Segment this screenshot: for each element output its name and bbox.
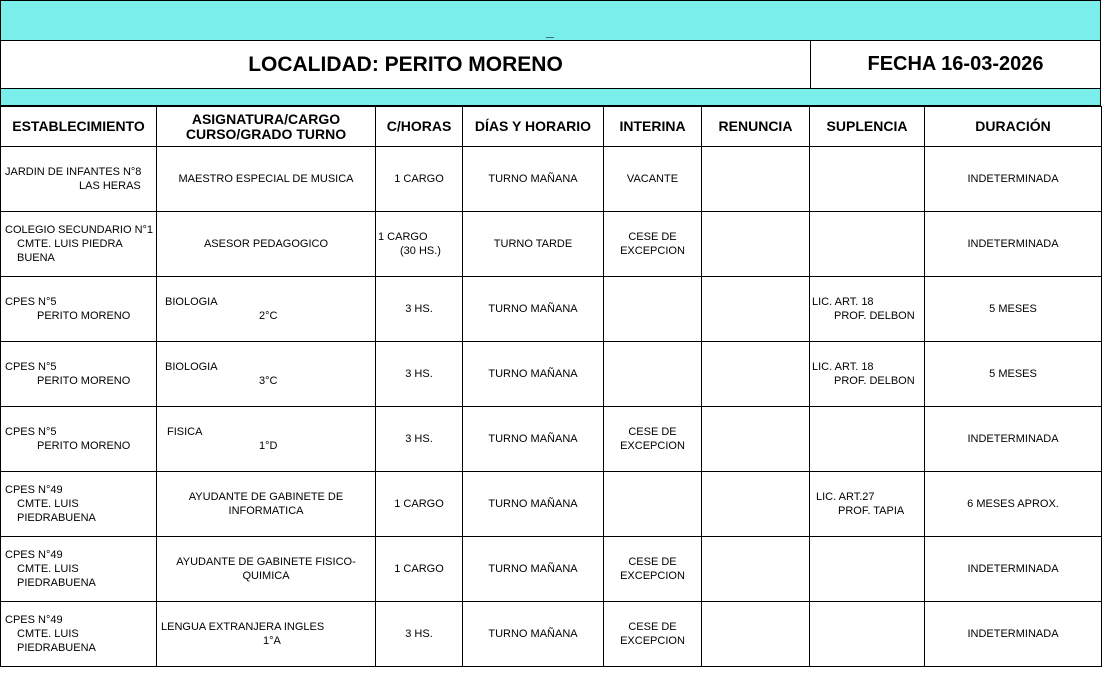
- cell-interina: [604, 277, 702, 342]
- interina-line1: CESE DE: [628, 426, 677, 438]
- duracion-text: INDETERMINADA: [967, 173, 1059, 185]
- separator-band: [0, 89, 1101, 106]
- cell-duracion: [925, 212, 1102, 277]
- establecimiento-name: CPES N°5: [5, 361, 57, 373]
- asignatura-course: 2°C: [259, 310, 278, 322]
- cell-interina: [604, 147, 702, 212]
- cell-establecimiento: [1, 407, 157, 472]
- cell-renuncia: [702, 342, 810, 407]
- duracion-text: 6 MESES APROX.: [967, 498, 1059, 510]
- asignatura-text: ASESOR PEDAGOGICO: [203, 238, 329, 250]
- cell-choras: [376, 407, 463, 472]
- establecimiento-place: CMTE. LUIS PIEDRABUENA: [17, 628, 96, 654]
- table-row: [1, 537, 1102, 602]
- table-row: [1, 277, 1102, 342]
- duracion-text: INDETERMINADA: [967, 563, 1059, 575]
- cell-establecimiento: [1, 147, 157, 212]
- table-row: [1, 147, 1102, 212]
- table-row: [1, 602, 1102, 667]
- duracion-text: INDETERMINADA: [967, 238, 1059, 250]
- establecimiento-name: COLEGIO SECUNDARIO N°1: [5, 224, 154, 236]
- establecimiento-place: PERITO MORENO: [37, 310, 131, 322]
- table-row: [1, 342, 1102, 407]
- cell-choras: [376, 277, 463, 342]
- dias-text: TURNO MAÑANA: [488, 433, 578, 445]
- cell-choras: [376, 537, 463, 602]
- asignatura-text: LENGUA EXTRANJERA INGLES: [161, 621, 325, 633]
- table-row: [1, 472, 1102, 537]
- col-asignatura: [157, 107, 376, 147]
- cell-asignatura: [157, 212, 376, 277]
- cell-suplencia: [810, 472, 925, 537]
- establecimiento-name: JARDIN DE INFANTES N°8: [5, 166, 142, 178]
- asignatura-text: AYUDANTE DE GABINETE DE INFORMATICA: [188, 491, 344, 517]
- cell-suplencia: [810, 147, 925, 212]
- establecimiento-place: CMTE. LUIS PIEDRA BUENA: [17, 238, 123, 264]
- suplencia-line1: LIC. ART. 18: [812, 361, 874, 373]
- cell-choras: [376, 212, 463, 277]
- interina-line1: CESE DE: [628, 621, 677, 633]
- title-row: [0, 41, 1101, 89]
- cell-asignatura: [157, 537, 376, 602]
- asignatura-course: 3°C: [259, 375, 278, 387]
- cell-suplencia: [810, 277, 925, 342]
- col-choras: C/HORAS: [376, 107, 463, 147]
- cell-dias: [463, 342, 604, 407]
- duracion-text: 5 MESES: [989, 368, 1037, 380]
- cell-asignatura: [157, 147, 376, 212]
- col-duracion: DURACIÓN: [925, 107, 1102, 147]
- choras-text: 1 CARGO: [394, 563, 444, 575]
- dias-text: TURNO MAÑANA: [488, 563, 578, 575]
- establecimiento-name: CPES N°49: [5, 484, 63, 496]
- cell-renuncia: [702, 277, 810, 342]
- fecha-title: FECHA 16-03-2026: [867, 53, 1044, 75]
- cell-establecimiento: [1, 472, 157, 537]
- cell-interina: [604, 472, 702, 537]
- table-row: [1, 212, 1102, 277]
- col-asignatura-line1: ASIGNATURA/CARGO: [191, 110, 341, 127]
- asignatura-course: 1°A: [263, 635, 281, 647]
- cell-duracion: [925, 602, 1102, 667]
- cell-dias: [463, 212, 604, 277]
- choras-text: 1 CARGO: [394, 173, 444, 185]
- cell-interina: [604, 602, 702, 667]
- col-interina: INTERINA: [604, 107, 702, 147]
- establecimiento-place: PERITO MORENO: [37, 375, 131, 387]
- cell-renuncia: [702, 407, 810, 472]
- suplencia-line2: PROF. TAPIA: [838, 505, 905, 517]
- header-row: [1, 107, 1102, 147]
- choras-text: 3 HS.: [405, 433, 433, 445]
- dias-text: TURNO MAÑANA: [488, 498, 578, 510]
- cell-dias: [463, 147, 604, 212]
- cell-interina: [604, 407, 702, 472]
- asignatura-course: 1°D: [259, 440, 278, 452]
- asignatura-text: AYUDANTE DE GABINETE FISICO- QUIMICA: [176, 556, 356, 582]
- dias-text: TURNO MAÑANA: [488, 303, 578, 315]
- asignatura-text: BIOLOGIA: [165, 361, 218, 373]
- choras-text: 1 CARGO: [394, 498, 444, 510]
- dias-text: TURNO MAÑANA: [488, 368, 578, 380]
- cell-dias: [463, 407, 604, 472]
- dias-text: TURNO TARDE: [493, 238, 573, 250]
- choras-text: 1 CARGO: [378, 231, 428, 243]
- duracion-text: INDETERMINADA: [967, 433, 1059, 445]
- establecimiento-place: PERITO MORENO: [37, 440, 131, 452]
- cell-establecimiento: [1, 537, 157, 602]
- cell-duracion: [925, 472, 1102, 537]
- suplencia-line1: LIC. ART.27: [816, 491, 875, 503]
- suplencia-line2: PROF. DELBON: [834, 310, 915, 322]
- cell-duracion: [925, 407, 1102, 472]
- cell-establecimiento: [1, 212, 157, 277]
- cell-renuncia: [702, 537, 810, 602]
- cell-asignatura: [157, 277, 376, 342]
- cell-renuncia: [702, 147, 810, 212]
- cell-choras: [376, 472, 463, 537]
- cell-duracion: [925, 147, 1102, 212]
- duracion-text: 5 MESES: [989, 303, 1037, 315]
- cell-suplencia: [810, 212, 925, 277]
- dias-text: TURNO MAÑANA: [488, 628, 578, 640]
- cell-dias: [463, 537, 604, 602]
- cell-suplencia: [810, 342, 925, 407]
- cell-renuncia: [702, 602, 810, 667]
- col-dias: DÍAS Y HORARIO: [463, 107, 604, 147]
- establecimiento-name: CPES N°5: [5, 296, 57, 308]
- duracion-text: INDETERMINADA: [967, 628, 1059, 640]
- cell-asignatura: [157, 407, 376, 472]
- cell-establecimiento: [1, 602, 157, 667]
- col-suplencia: SUPLENCIA: [810, 107, 925, 147]
- establecimiento-name: CPES N°49: [5, 614, 63, 626]
- cell-suplencia: [810, 407, 925, 472]
- cell-duracion: [925, 342, 1102, 407]
- cell-duracion: [925, 537, 1102, 602]
- cell-renuncia: [702, 472, 810, 537]
- interina-line2: EXCEPCION: [620, 570, 685, 582]
- vacancies-table: [0, 106, 1102, 667]
- dias-text: TURNO MAÑANA: [488, 173, 578, 185]
- top-banner: [0, 0, 1101, 41]
- interina-line1: CESE DE: [628, 231, 677, 243]
- asignatura-text: MAESTRO ESPECIAL DE MUSICA: [178, 173, 354, 185]
- col-establecimiento: ESTABLECIMIENTO: [1, 107, 157, 147]
- cell-establecimiento: [1, 277, 157, 342]
- interina-line1: CESE DE: [628, 556, 677, 568]
- cell-duracion: [925, 277, 1102, 342]
- table-row: [1, 407, 1102, 472]
- cell-asignatura: [157, 342, 376, 407]
- cell-establecimiento: [1, 342, 157, 407]
- choras-text: 3 HS.: [405, 628, 433, 640]
- localidad-title: LOCALIDAD: PERITO MORENO: [1, 41, 811, 88]
- establecimiento-place: CMTE. LUIS PIEDRABUENA: [17, 563, 96, 589]
- interina-line2: EXCEPCION: [620, 245, 685, 257]
- choras-detail: (30 HS.): [400, 245, 441, 257]
- cell-dias: [463, 602, 604, 667]
- cell-interina: [604, 537, 702, 602]
- choras-text: 3 HS.: [405, 368, 433, 380]
- interina-line1: VACANTE: [626, 173, 679, 185]
- cell-interina: [604, 212, 702, 277]
- cell-choras: [376, 147, 463, 212]
- establecimiento-name: CPES N°5: [5, 426, 57, 438]
- col-renuncia: RENUNCIA: [702, 107, 810, 147]
- cell-dias: [463, 277, 604, 342]
- choras-text: 3 HS.: [405, 303, 433, 315]
- suplencia-line2: PROF. DELBON: [834, 375, 915, 387]
- top-mark: _: [546, 23, 554, 39]
- interina-line2: EXCEPCION: [620, 635, 685, 647]
- cell-asignatura: [157, 602, 376, 667]
- establecimiento-place: LAS HERAS: [79, 180, 141, 192]
- col-asignatura-line2: CURSO/GRADO TURNO: [185, 125, 347, 142]
- cell-dias: [463, 472, 604, 537]
- cell-interina: [604, 342, 702, 407]
- cell-suplencia: [810, 602, 925, 667]
- cell-choras: [376, 602, 463, 667]
- asignatura-text: BIOLOGIA: [165, 296, 218, 308]
- establecimiento-place: CMTE. LUIS PIEDRABUENA: [17, 498, 96, 524]
- establecimiento-name: CPES N°49: [5, 549, 63, 561]
- cell-choras: [376, 342, 463, 407]
- asignatura-text: FISICA: [167, 426, 203, 438]
- cell-renuncia: [702, 212, 810, 277]
- cell-asignatura: [157, 472, 376, 537]
- suplencia-line1: LIC. ART. 18: [812, 296, 874, 308]
- cell-suplencia: [810, 537, 925, 602]
- interina-line2: EXCEPCION: [620, 440, 685, 452]
